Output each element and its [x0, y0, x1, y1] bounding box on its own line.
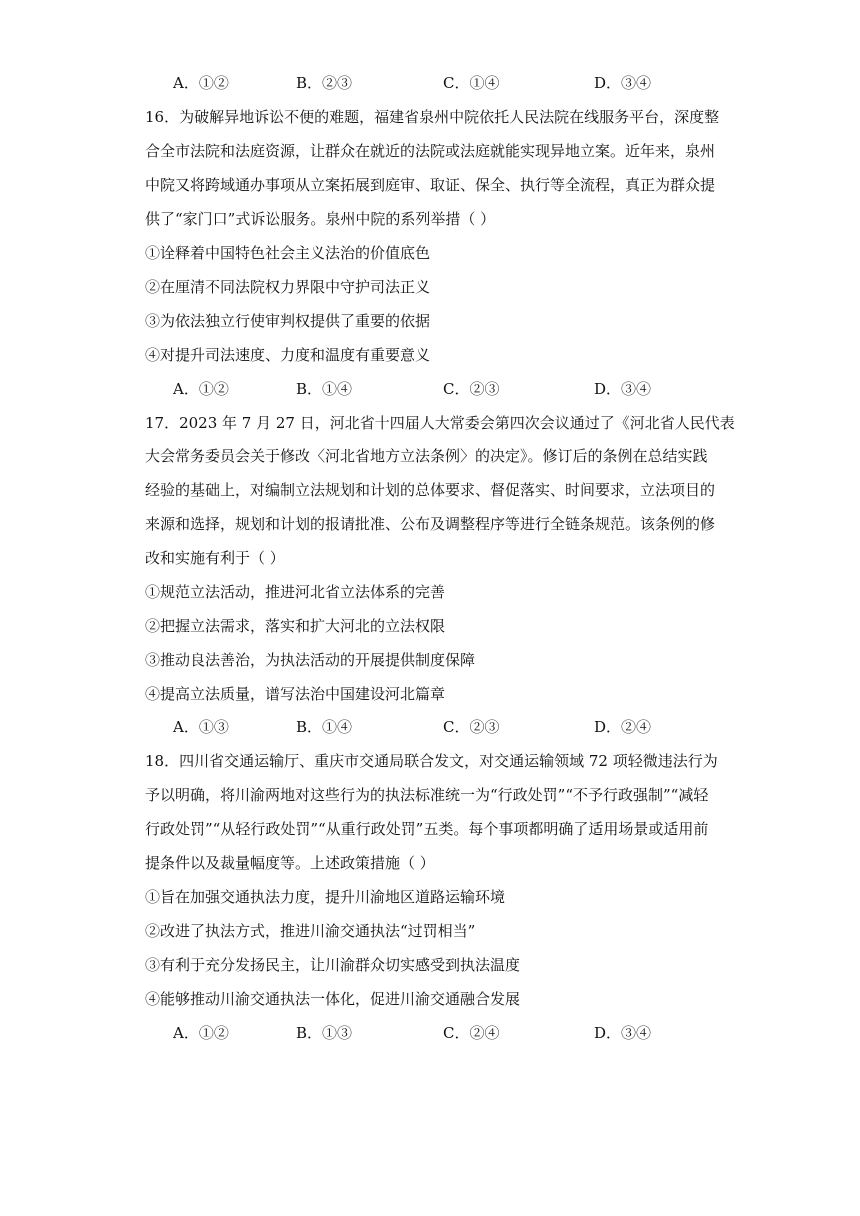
q18-option-d[interactable]: D．③④ [594, 1024, 652, 1042]
q16-stem-line-1: 16．为破解异地诉讼不便的难题，福建省泉州中院依托人民法院在线服务平台，深度整 [145, 108, 720, 126]
q18-item-2: ②改进了执法方式，推进川渝交通执法“过罚相当” [145, 922, 476, 940]
q16-stem-line-3: 中院又将跨域通办事项从立案拓展到庭审、取证、保全、执行等全流程，真正为群众提 [145, 176, 716, 194]
q15-option-c[interactable]: C．①④ [443, 74, 500, 92]
q17-options [173, 717, 733, 737]
q17-item-1: ①规范立法活动，推进河北省立法体系的完善 [145, 583, 446, 601]
q17-option-c[interactable]: C．②③ [443, 718, 500, 736]
q17-item-3: ③推动良法善治，为执法活动的开展提供制度保障 [145, 651, 476, 669]
q18-item-4: ④能够推动川渝交通执法一体化，促进川渝交通融合发展 [145, 990, 521, 1008]
q18-stem-line-2: 予以明确，将川渝两地对这些行为的执法标准统一为“行政处罚”“不予行政强制”“减轻 [145, 786, 709, 804]
q18-stem-line-3: 行政处罚”“从轻行政处罚”“从重行政处罚”五类。每个事项都明确了适用场景或适用前 [145, 820, 709, 838]
q17-stem-line-1: 17．2023 年 7 月 27 日，河北省十四届人大常委会第四次会议通过了《河北省人民代表 [145, 414, 735, 432]
q16-item-1: ①诠释着中国特色社会主义法治的价值底色 [145, 244, 431, 262]
q17-stem-line-4: 来源和选择，规划和计划的报请批准、公布及调整程序等进行全链条规范。该条例的修 [145, 515, 716, 533]
q18-options [173, 1023, 733, 1043]
q15-option-a[interactable]: A．①② [173, 74, 229, 92]
q18-option-c[interactable]: C．②④ [443, 1024, 500, 1042]
q16-item-4: ④对提升司法速度、力度和温度有重要意义 [145, 346, 431, 364]
q16-stem-line-2: 合全市法院和法庭资源，让群众在就近的法院或法庭就能实现异地立案。近年来，泉州 [145, 142, 716, 160]
q17-option-a[interactable]: A．①③ [173, 718, 229, 736]
q18-stem-line-1: 18．四川省交通运输厅、重庆市交通局联合发文，对交通运输领域 72 项轻微违法行为 [145, 752, 718, 770]
q17-option-d[interactable]: D．②④ [594, 718, 652, 736]
q18-item-3: ③有利于充分发扬民主，让川渝群众切实感受到执法温度 [145, 956, 521, 974]
q18-option-a[interactable]: A．①② [173, 1024, 229, 1042]
q17-item-2: ②把握立法需求，落实和扩大河北的立法权限 [145, 617, 446, 635]
q18-item-1: ①旨在加强交通执法力度，提升川渝地区道路运输环境 [145, 888, 506, 906]
q16-stem-line-4: 供了“家门口”式诉讼服务。泉州中院的系列举措（ ） [145, 210, 496, 228]
q16-option-a[interactable]: A．①② [173, 380, 229, 398]
q16-item-3: ③为依法独立行使审判权提供了重要的依据 [145, 312, 431, 330]
q16-option-c[interactable]: C．②③ [443, 380, 500, 398]
q17-item-4: ④提高立法质量，谱写法治中国建设河北篇章 [145, 685, 446, 703]
q17-stem-line-5: 改和实施有利于（ ） [145, 549, 285, 567]
q17-stem-line-3: 经验的基础上，对编制立法规划和计划的总体要求、督促落实、时间要求，立法项目的 [145, 481, 716, 499]
q16-options [173, 379, 733, 399]
q16-option-b[interactable]: B．①④ [296, 380, 353, 398]
q15-option-b[interactable]: B．②③ [296, 74, 353, 92]
q18-option-b[interactable]: B．①③ [296, 1024, 353, 1042]
q17-option-b[interactable]: B．①④ [296, 718, 353, 736]
q18-stem-line-4: 提条件以及裁量幅度等。上述政策措施（ ） [145, 854, 435, 872]
q15-option-d[interactable]: D．③④ [594, 74, 652, 92]
q16-option-d[interactable]: D．③④ [594, 380, 652, 398]
q16-item-2: ②在厘清不同法院权力界限中守护司法正义 [145, 278, 431, 296]
q15-options [173, 73, 733, 93]
q17-stem-line-2: 大会常务委员会关于修改〈河北省地方立法条例〉的决定》。修订后的条例在总结实践 [145, 447, 708, 465]
